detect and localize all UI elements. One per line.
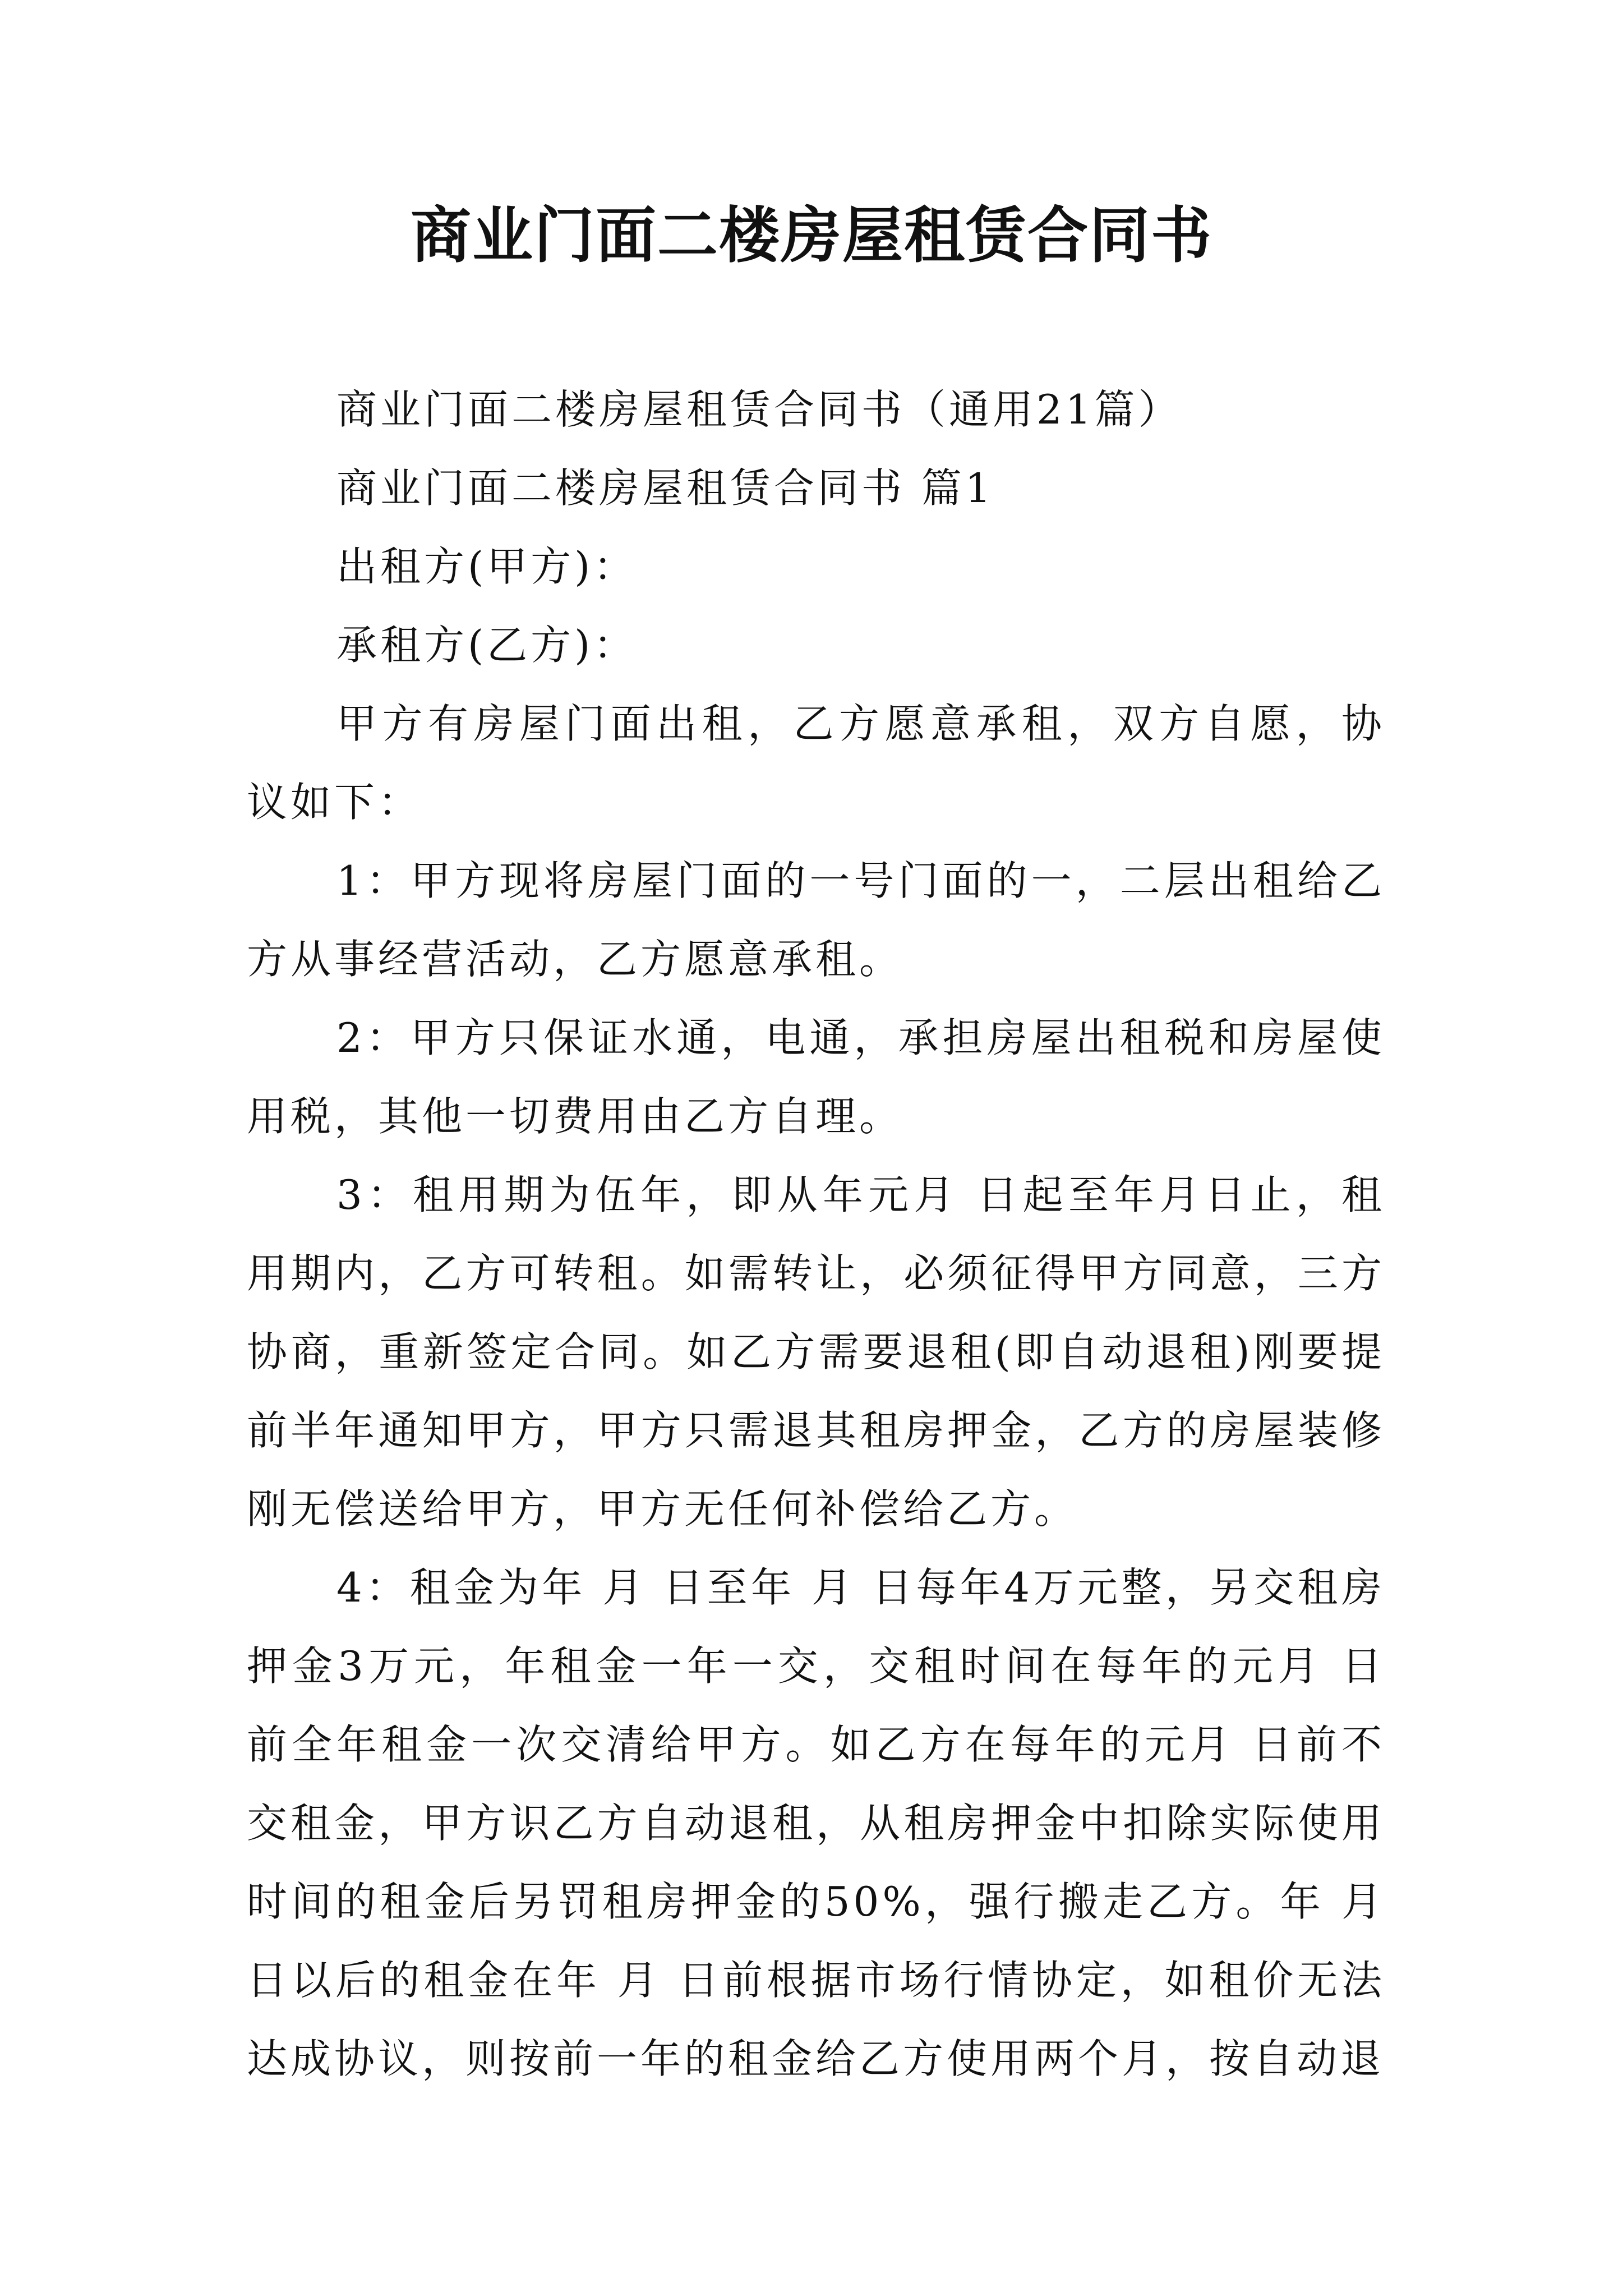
document-title: 商业门面二楼房屋租赁合同书 [410,200,1212,271]
clause-1-paragraph: 1：甲方现将房屋门面的一号门面的一，二层出租给乙方从事经营活动，乙方愿意承租。 [247,857,1385,983]
lessor-line: 出租方(甲方)： [336,543,638,590]
lessee-line: 承租方(乙方)： [336,622,638,669]
clause-3-paragraph: 3：租用期为伍年，即从年元月 日起至年月日止，租用期内，乙方可转租。如需转让，必须征得甲方同意，三方协商，重新签定合同。如乙方需要退租(即自动退租)刚要提前半年通知甲方，甲方只需退其租房押金，乙方的房屋装修刚无偿送给甲方，甲方无任何补偿给乙方。 [247,1171,1385,1533]
clause-4-paragraph: 4：租金为年 月 日至年 月 日每年4万元整，另交租房押金3万元，年租金一年一交，交租时间在每年的元月 日前全年租金一次交清给甲方。如乙方在每年的元月 日前不交租金，甲方识乙方自动退租，从租房押金中扣除实际使用时间的租金后另罚租房押金的50%，强行搬走乙方。年 月 日以后的租金在年 月 日前根据市场行情协定，如租价无法达成协议，则按前一年的租金给乙方使用两个月，按自动退 [247,1564,1385,2082]
subtitle-paragraph: 商业门面二楼房屋租赁合同书（通用21篇） [336,386,1182,433]
agreement-intro-paragraph: 甲方有房屋门面出租，乙方愿意承租，双方自愿，协议如下： [247,700,1385,826]
document-body [247,370,1385,2098]
clause-2-paragraph: 2：甲方只保证水通，电通，承担房屋出租税和房屋使用税，其他一切费用由乙方自理。 [247,1014,1385,1140]
section-heading: 商业门面二楼房屋租赁合同书 篇1 [336,464,994,512]
